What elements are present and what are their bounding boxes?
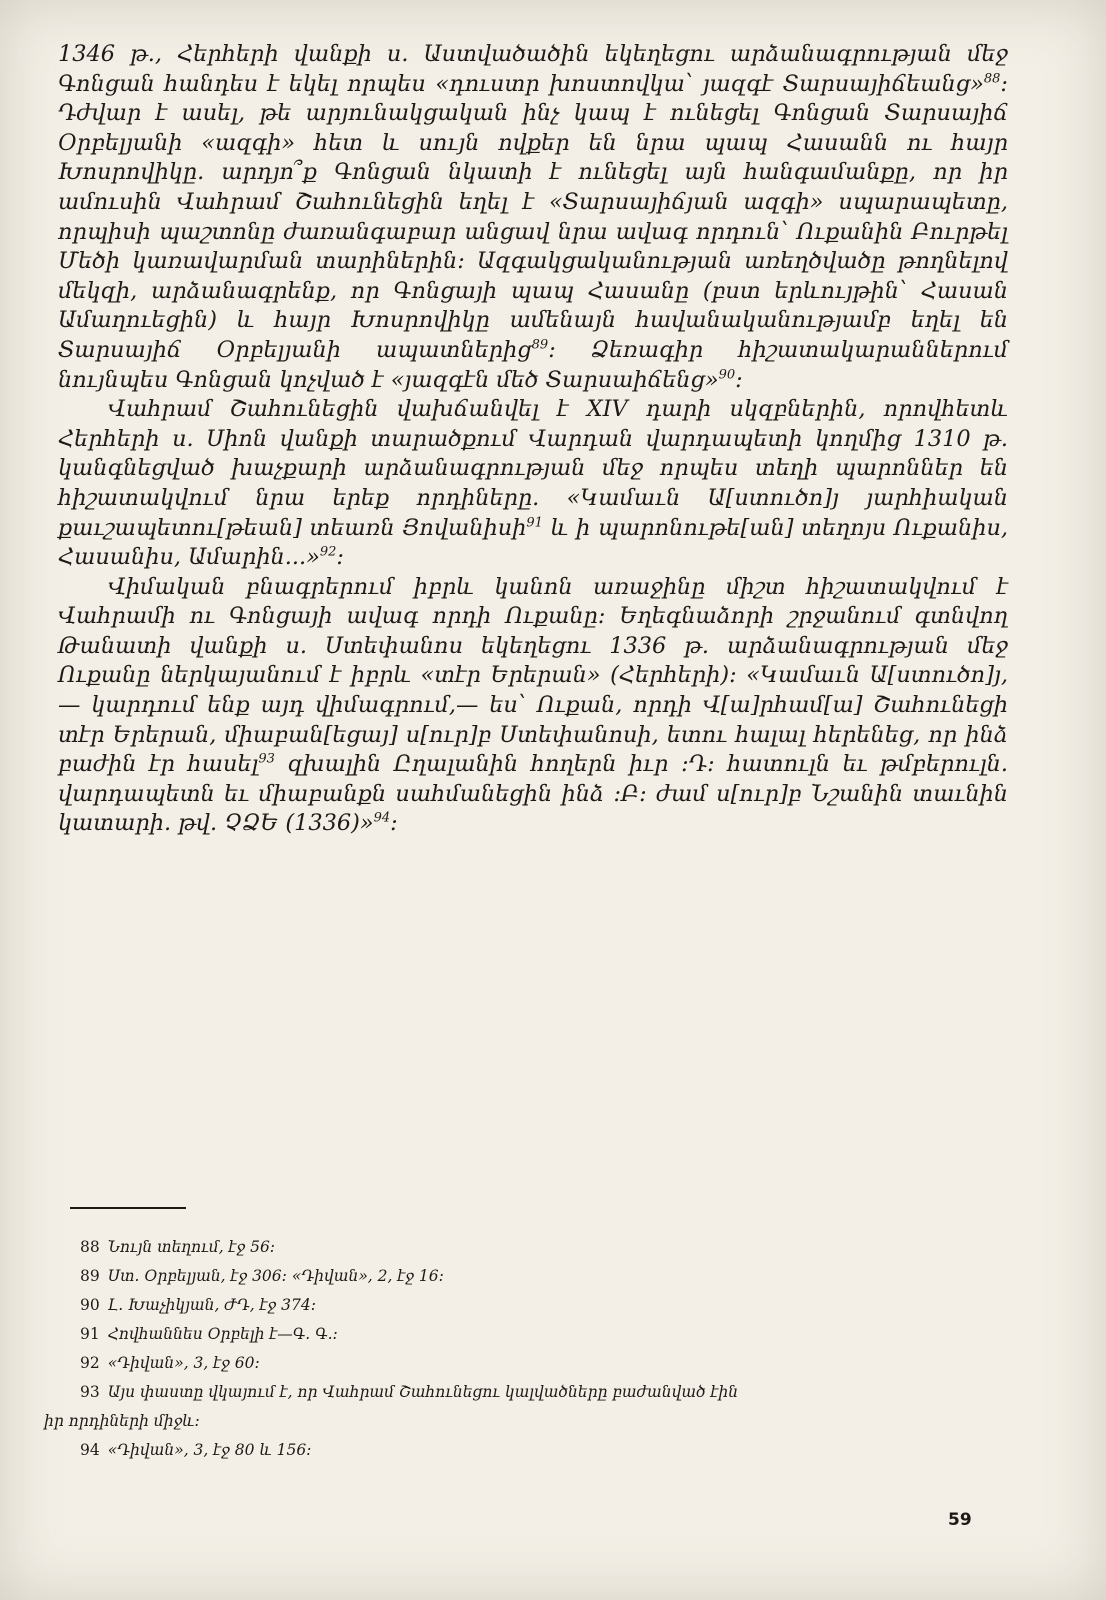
footnote <box>80 1293 980 1318</box>
footnote-number: 94 <box>80 1441 100 1459</box>
paragraph <box>58 395 1008 573</box>
footnote-number: 91 <box>80 1325 100 1343</box>
footnote-separator <box>70 1207 186 1209</box>
footnote-ref[interactable]: 89 <box>531 337 549 353</box>
footnote <box>80 1438 980 1463</box>
footnote-ref[interactable]: 91 <box>526 515 543 531</box>
footnote-text: «Դիվան», 3, էջ 80 և 156։ <box>107 1441 312 1459</box>
page-number: 59 <box>948 1510 972 1530</box>
paragraph <box>58 573 1008 839</box>
footnote-number: 88 <box>80 1238 100 1256</box>
paragraph <box>58 40 1008 395</box>
footnote-text: Ստ. Օրբելյան, էջ 306։ «Դիվան», 2, էջ 16։ <box>107 1267 444 1285</box>
footnote <box>80 1322 980 1347</box>
footnote <box>80 1264 980 1289</box>
paragraph-text: ։ Դժվար է ասել, թե արյունակցական ինչ կապ է ունեցել Գոնցան Տարսայիճ Օրբելյանի «ազգի» հետ և սույն ովքեր են նրա պապ Հասանն ու հայր Խոսրովիկը. արդյո՞ք Գոնցան նկատի է ունեցել այն հանգամանքը, որ իր ամուսին Վահրամ Շահունեցին եղել է «Տարսայիճյան ազգի» սպարապետը, որպիսի պաշտոնը ժառանգաբար անցավ նրա ավագ որդուն՝ Ուքանին Բուրթել Մեծի կառավարման տարիներին։ Ազգակցականության առեղծվածը թողնելով մեկզի, արձանագրենք, որ Գոնցայի պապ Հասանը (բստ երևույթին՝ Հասան Ամաղուեցին) և հայր Խոսրովիկը ամենայն հավանականությամբ եղել են Տարսայիճ Օրբելյանի ապատներից <box>58 70 1008 363</box>
main-text <box>58 40 1008 839</box>
paragraph-text: Վիմական բնագրերում իբրև կանոն առաջինը միշտ հիշատակվում է Վահրամի ու Գոնցայի ավագ որդի Ուքանը։ Եղեգնաձորի շրջանում գտնվող Թանատի վանքի ս. Ստեփանոս եկեղեցու 1336 թ. արձանագրության մեջ Ուքանը ներկայանում է իբրև «տէր Երերան» (Հերհերի)։ «Կամաւն Ա[ստուծո]յ,— կարդում ենք այդ վիմագրում,— ես՝ Ուքան, որդի Վ[ա]րհամ[ա] Շահունեցի տէր Երերան, միաբան[եցայ] ս[ուր]բ Ստեփանոսի, ետու հալալ հերենեց, որ ինձ բաժին էր հասել <box>58 573 1008 778</box>
footnote <box>44 1409 980 1434</box>
footnote-ref[interactable]: 88 <box>983 71 1001 87</box>
footnote-text: Նույն տեղում, էջ 56։ <box>107 1238 276 1256</box>
footnote-text: իր որդիների միջև։ <box>44 1412 200 1430</box>
paragraph-text: ։ <box>390 810 398 837</box>
footnote-ref[interactable]: 93 <box>258 751 275 767</box>
paragraph-text: ։ Ձեռագիր հիշատակարաններում նույնպես Գոնցան կոչված է «յազգէն մեծ Տարսաիճենց» <box>58 336 1008 393</box>
footnote-ref[interactable]: 94 <box>373 810 391 826</box>
footnotes <box>44 1235 980 1467</box>
footnote-ref[interactable]: 90 <box>718 367 736 383</box>
paragraph-text: զխալին Ըղալանին հողերն իւր :Դ: հատուլն եւ թմբերուլն. վարդապետն եւ միաբանքն սահմանեցին ինձ :Բ: ժամ ս[ուր]բ Նշանին տաւնին կատարի. թվ. ՉՁԵ (1336)» <box>58 751 1008 837</box>
paragraph-text: և ի պարոնութե[ան] տեղոյս Ուքանիս, Հասանիս, Ամարին...» <box>58 514 1008 571</box>
footnote-text: Հովհաննես Օրբելի է—Գ. Գ.։ <box>107 1325 338 1343</box>
footnote-text: «Դիվան», 3, էջ 60։ <box>107 1354 260 1372</box>
footnote-text: Այս փաստը վկայում է, որ Վահրամ Շահունեցու կալվածները բաժանված էին <box>107 1383 739 1401</box>
footnote-number: 92 <box>80 1354 100 1372</box>
footnote <box>80 1380 980 1405</box>
paragraph-text: 1346 թ., Հերհերի վանքի ս. Աստվածածին եկեղեցու արձանագրության մեջ Գոնցան հանդես է եկել որպես «դուստր խոստովկա՝ յազգէ Տարսայիճեանց» <box>58 41 1008 97</box>
footnote <box>80 1235 980 1260</box>
paragraph-text: Վահրամ Շահունեցին վախճանվել է XIV դարի սկզբներին, որովհետև Հերհերի ս. Սիոն վանքի տարածքում Վարդան վարդապետի կողմից 1310 թ. կանգնեցված խաչքարի արձանագրության մեջ որպես տեղի պարոններ են հիշատակվում նրա երեք որդիները. «Կամաւն Ա[ստուծո]յ յարհիական քաւշապետու[թեան] տեառն Յովանիսի <box>58 396 1008 541</box>
footnote-number: 89 <box>80 1267 100 1285</box>
footnote-number: 90 <box>80 1296 100 1314</box>
footnote-ref[interactable]: 92 <box>319 544 337 560</box>
paragraph-text: ։ <box>735 366 743 393</box>
footnote-text: Լ. Խաչիկյան, ԺԴ, էջ 374։ <box>107 1296 317 1314</box>
paragraph-text: ։ <box>336 544 344 571</box>
footnote <box>80 1351 980 1376</box>
footnote-number: 93 <box>80 1383 100 1401</box>
